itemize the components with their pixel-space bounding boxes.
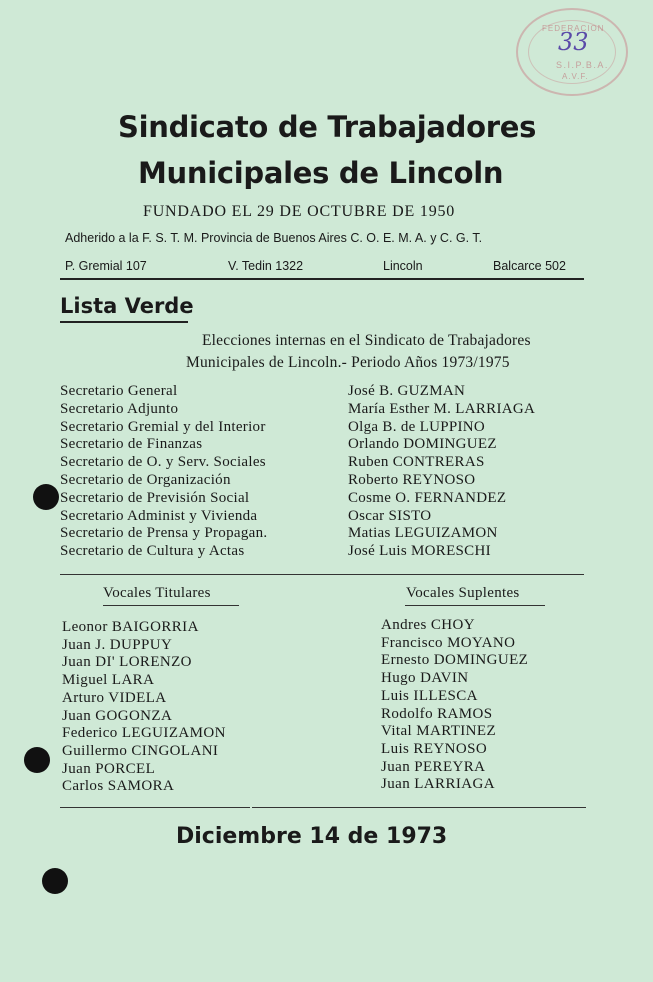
list-item: Secretario Gremial y del Interior [60, 418, 266, 435]
list-item: Secretario de O. y Serv. Sociales [60, 454, 266, 471]
vocales-titulares-heading: Vocales Titulares [103, 585, 211, 601]
list-item: Luis REYNOSO [381, 740, 488, 757]
address-tedin: V. Tedin 1322 [228, 259, 304, 273]
footer-divider-right [252, 807, 586, 808]
list-item: Oscar SISTO [348, 507, 432, 524]
list-item: Cosme O. FERNANDEZ [348, 489, 507, 506]
list-item: Secretario de Organización [60, 471, 231, 488]
header-rule [60, 278, 584, 280]
list-item: Secretario de Cultura y Actas [60, 543, 245, 560]
list-item: Vital MARTINEZ [381, 723, 497, 740]
list-item: Secretario de Previsión Social [60, 489, 250, 506]
list-item: Secretario Adjunto [60, 400, 179, 417]
list-item: Matias LEGUIZAMON [348, 525, 498, 542]
address-gremial: P. Gremial 107 [65, 259, 147, 273]
list-item: Hugo DAVIN [381, 670, 469, 687]
list-item: Secretario General [60, 383, 178, 399]
title-line-2: Municipales de Lincoln [138, 156, 504, 190]
stamp-text-bottom: A.V.F. [562, 72, 589, 81]
list-item: Guillermo CINGOLANI [62, 742, 219, 759]
vocales-suplentes-list [381, 617, 528, 794]
footer-divider-left [60, 807, 250, 808]
vocales-titulares-list [62, 619, 226, 796]
suplentes-underline [405, 605, 545, 606]
list-item: Federico LEGUIZAMON [62, 725, 226, 742]
list-item: Ernesto DOMINGUEZ [381, 652, 529, 669]
list-item: Leonor BAIGORRIA [62, 619, 199, 635]
intro-line-1: Elecciones internas en el Sindicato de Trabajadores [202, 332, 531, 349]
document-date: Diciembre 14 de 1973 [176, 824, 448, 849]
punch-hole-top [33, 484, 59, 510]
list-item: Arturo VIDELA [62, 689, 167, 706]
list-title: Lista Verde [60, 294, 194, 318]
secretary-names [348, 383, 535, 561]
archive-stamp [516, 8, 628, 96]
list-item: Ruben CONTRERAS [348, 454, 485, 471]
address-city: Lincoln [383, 259, 423, 273]
list-item: María Esther M. LARRIAGA [348, 400, 536, 417]
founded-line: FUNDADO EL 29 DE OCTUBRE DE 1950 [143, 203, 456, 220]
address-balcarce: Balcarce 502 [493, 259, 566, 273]
punch-hole-middle [24, 747, 50, 773]
section-divider [60, 574, 584, 575]
list-item: José B. GUZMAN [348, 383, 466, 399]
list-item: Olga B. de LUPPINO [348, 418, 486, 435]
list-item: Carlos SAMORA [62, 778, 175, 795]
list-item: Juan LARRIAGA [381, 776, 495, 793]
list-item: Luis ILLESCA [381, 687, 478, 704]
list-item: Juan PEREYRA [381, 758, 486, 775]
vocales-suplentes-heading: Vocales Suplentes [406, 585, 520, 601]
stamp-number: 33 [558, 28, 589, 56]
list-item: Francisco MOYANO [381, 634, 516, 651]
list-item: Miguel LARA [62, 672, 155, 689]
affiliation-line: Adherido a la F. S. T. M. Provincia de Buenos Aires C. O. E. M. A. y C. G. T. [65, 231, 483, 245]
stamp-text-top: FEDERACION [542, 24, 605, 33]
list-item: Secretario de Prensa y Propagan. [60, 525, 268, 542]
list-item: Andres CHOY [381, 617, 475, 633]
title-line-1: Sindicato de Trabajadores [118, 110, 537, 144]
list-item: Orlando DOMINGUEZ [348, 436, 497, 453]
list-item: Roberto REYNOSO [348, 471, 476, 488]
punch-hole-bottom [42, 868, 68, 894]
list-item: Juan J. DUPPUY [62, 636, 173, 653]
list-item: José Luis MORESCHI [348, 543, 491, 560]
list-item: Juan DI' LORENZO [62, 654, 192, 671]
list-title-underline [60, 321, 188, 323]
titulares-underline [103, 605, 239, 606]
list-item: Secretario Administ y Vivienda [60, 507, 258, 524]
list-item: Rodolfo RAMOS [381, 705, 493, 722]
stamp-text-mid: S.I.P.B.A. [556, 60, 609, 70]
secretary-roles [60, 383, 267, 561]
list-item: Secretario de Finanzas [60, 436, 203, 453]
list-item: Juan GOGONZA [62, 707, 173, 724]
intro-line-2: Municipales de Lincoln.- Periodo Años 1973/1975 [186, 354, 510, 371]
list-item: Juan PORCEL [62, 760, 156, 777]
